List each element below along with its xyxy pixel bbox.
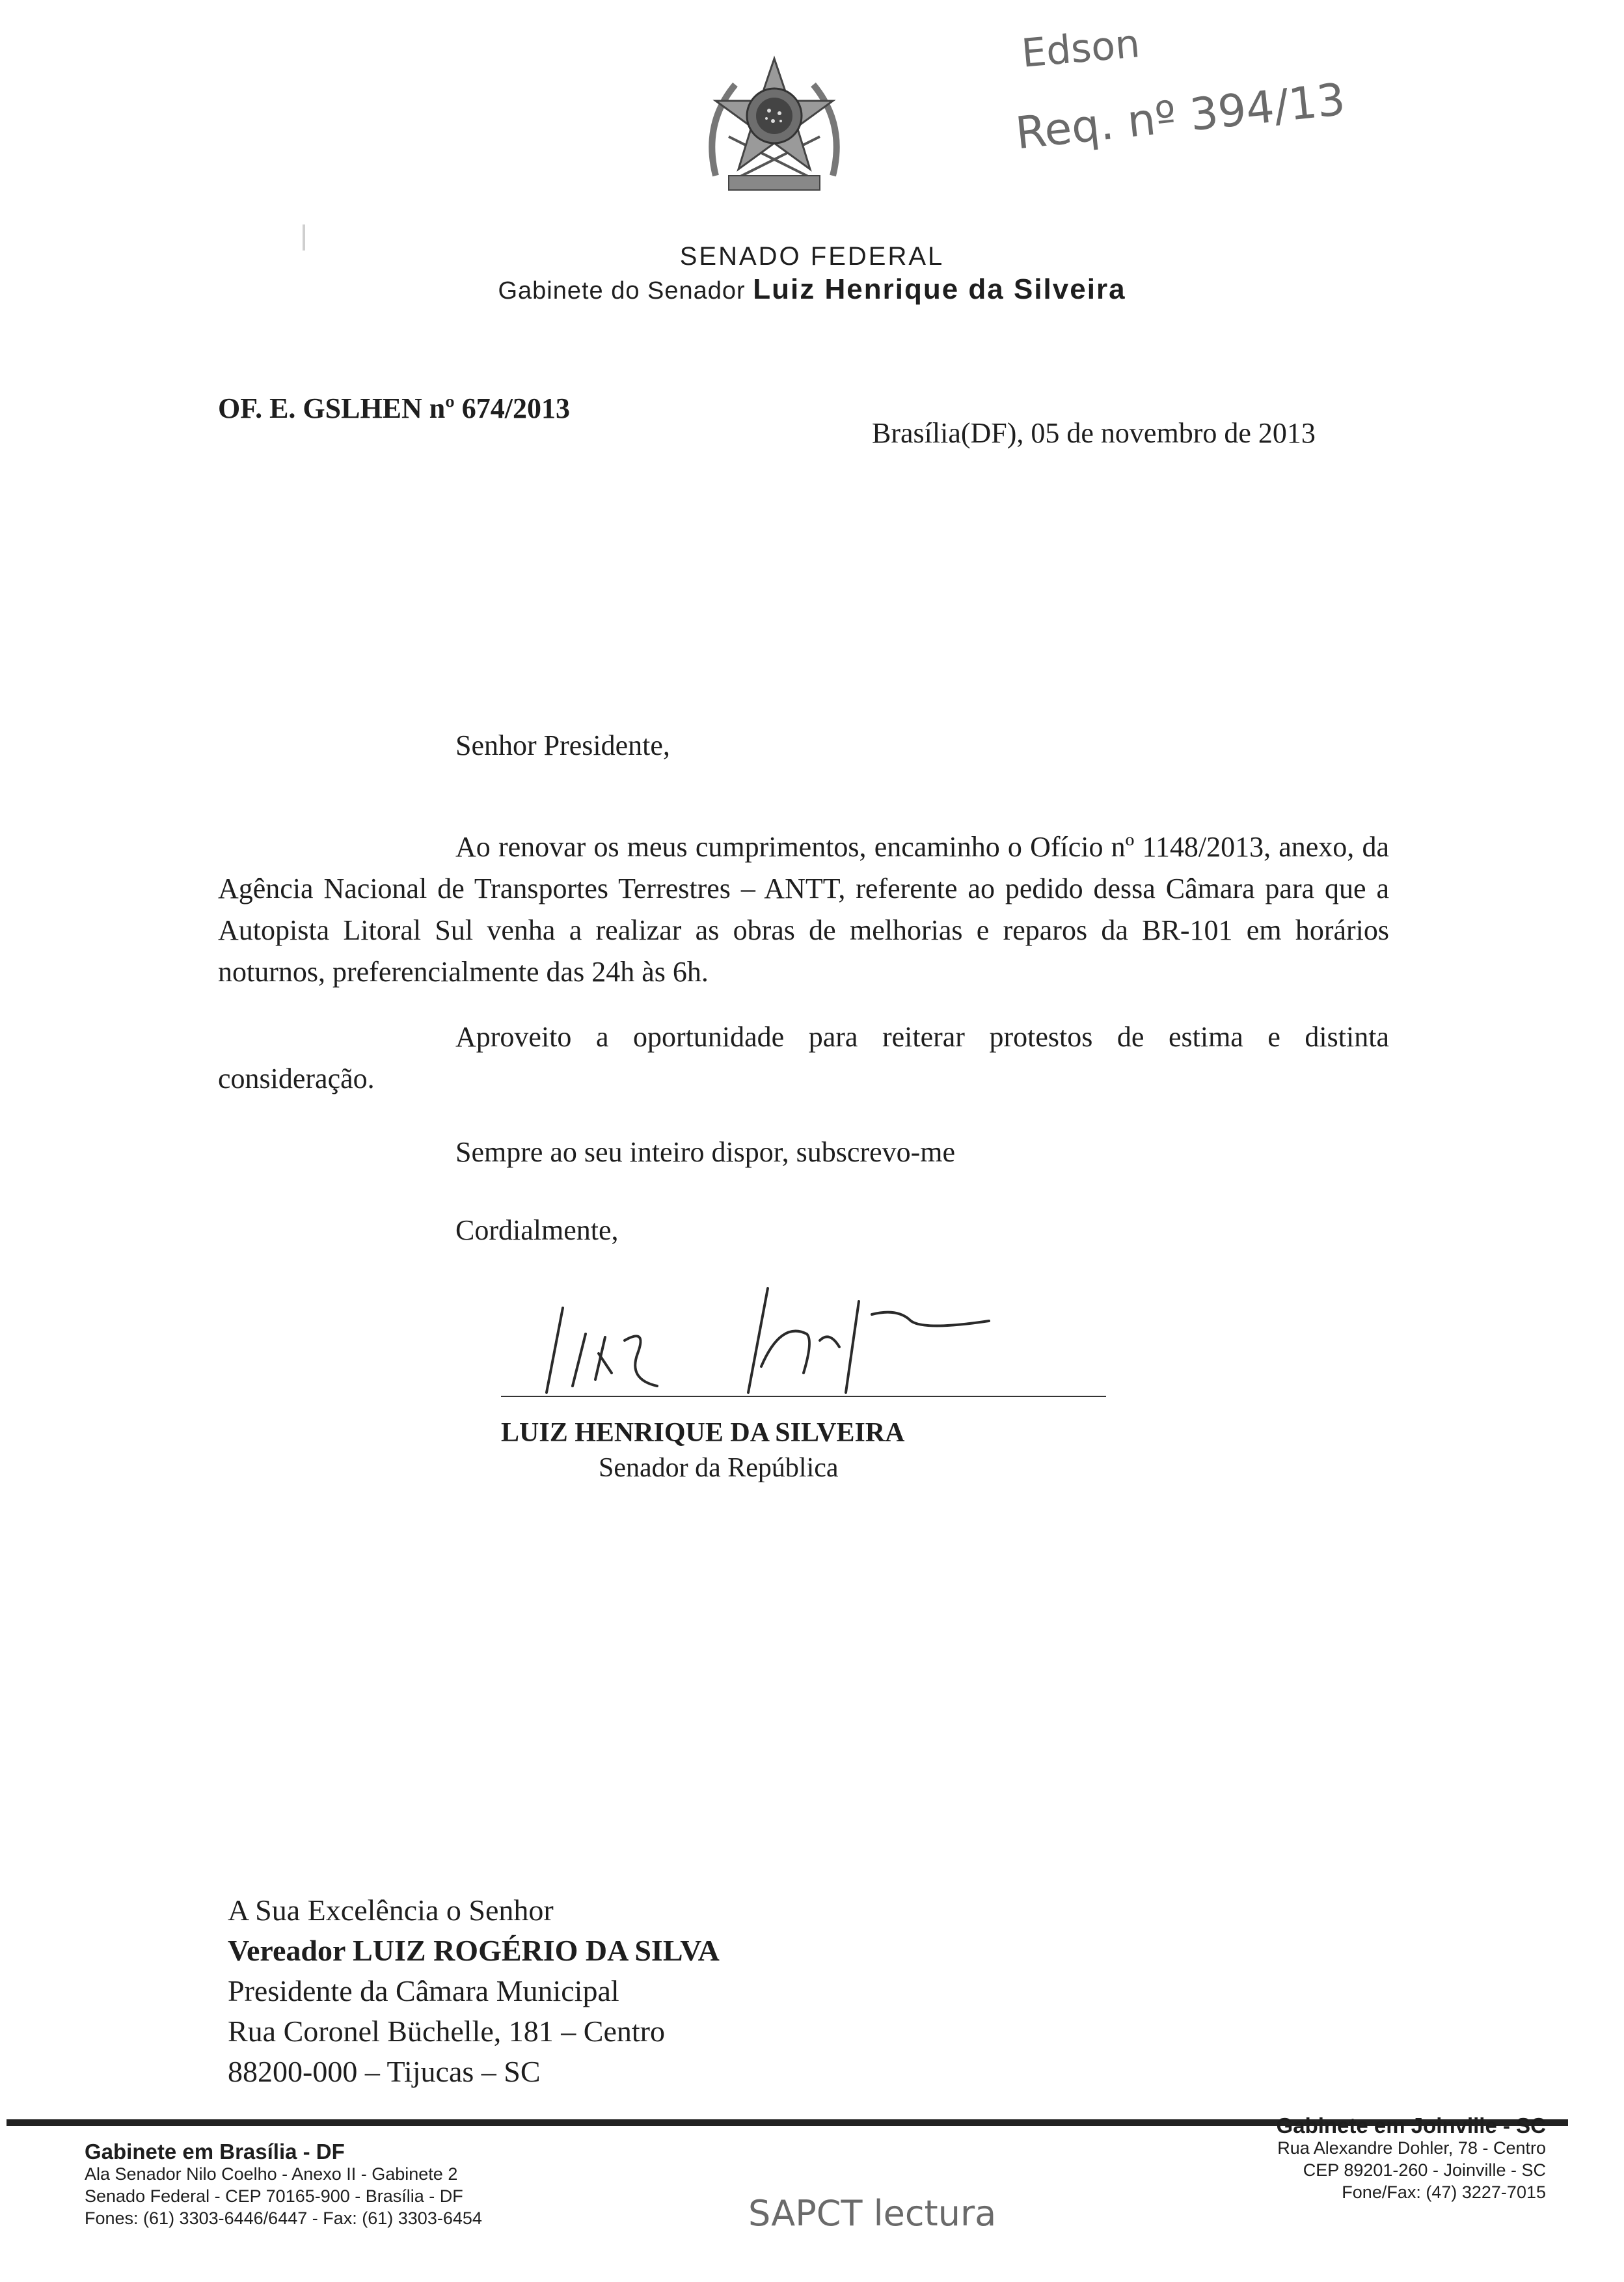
addressee-line-1: A Sua Excelência o Senhor [228,1894,554,1927]
footer-brasilia [85,2141,482,2229]
footer-brasilia-line-2: Senado Federal - CEP 70165-900 - Brasília - DF [85,2186,463,2206]
letter-date: Brasília(DF), 05 de novembro de 2013 [872,417,1316,449]
brazil-coat-of-arms-icon [690,46,859,208]
letter-reference: OF. E. GSLHEN nº 674/2013 [218,392,571,424]
handwritten-signature [534,1275,1041,1406]
paragraph-regards: Aproveito a oportunidade para reiterar protestos de estima e distinta consideração. [218,1021,1389,1094]
salutation: Senhor Presidente, [455,729,670,761]
handwritten-note-bottom: SAPCT lectura [748,2193,997,2234]
footer-brasilia-line-3: Fones: (61) 3303-6446/6447 - Fax: (61) 3303-6454 [85,2208,482,2228]
footer-joinville-line-2: CEP 89201-260 - Joinville - SC [1303,2160,1546,2180]
handwritten-note-request: Req. nº 394/13 [1013,74,1348,160]
addressee-street: Rua Coronel Büchelle, 181 – Centro [228,2015,665,2048]
addressee-block [228,1890,720,2092]
letter-body [218,826,1389,1123]
letterhead-senator-name: Luiz Henrique da Silveira [753,273,1126,305]
footer-joinville-title: Gabinete em Joinville - SC [1276,2113,1546,2138]
addressee-name: Vereador LUIZ ROGÉRIO DA SILVA [228,1934,720,1967]
signer-name: LUIZ HENRIQUE DA SILVEIRA [501,1418,905,1448]
footer-joinville-line-3: Fone/Fax: (47) 3227-7015 [1342,2182,1546,2202]
paragraph-main: Ao renovar os meus cumprimentos, encaminho o Ofício nº 1148/2013, anexo, da Agência Nacional de Transportes Terrestres – ANTT, referente ao pedido dessa Câmara para que a Autopista Litoral Sul venha a realizar as obras de melhorias e reparos da BR-101 em horários noturnos, preferencialmente das 24h às 6h. [218,831,1389,988]
addressee-role: Presidente da Câmara Municipal [228,1974,619,2007]
addressee-city: 88200-000 – Tijucas – SC [228,2055,541,2088]
footer-brasilia-title: Gabinete em Brasília - DF [85,2139,345,2164]
signature-line [501,1396,1106,1397]
footer-joinville [1277,2115,1546,2203]
handwritten-note-name: Edson [1020,21,1142,77]
signer-title: Senador da República [599,1453,839,1483]
footer-brasilia-line-1: Ala Senador Nilo Coelho - Anexo II - Gabinete 2 [85,2164,458,2184]
paragraph-dispose: Sempre ao seu inteiro dispor, subscrevo-me [455,1136,956,1168]
letterhead-office [0,273,1624,306]
letterhead-office-prefix: Gabinete do Senador [498,277,746,305]
footer-joinville-line-1: Rua Alexandre Dohler, 78 - Centro [1277,2138,1546,2158]
letterhead-institution: SENADO FEDERAL [679,242,945,271]
closing: Cordialmente, [455,1214,619,1246]
